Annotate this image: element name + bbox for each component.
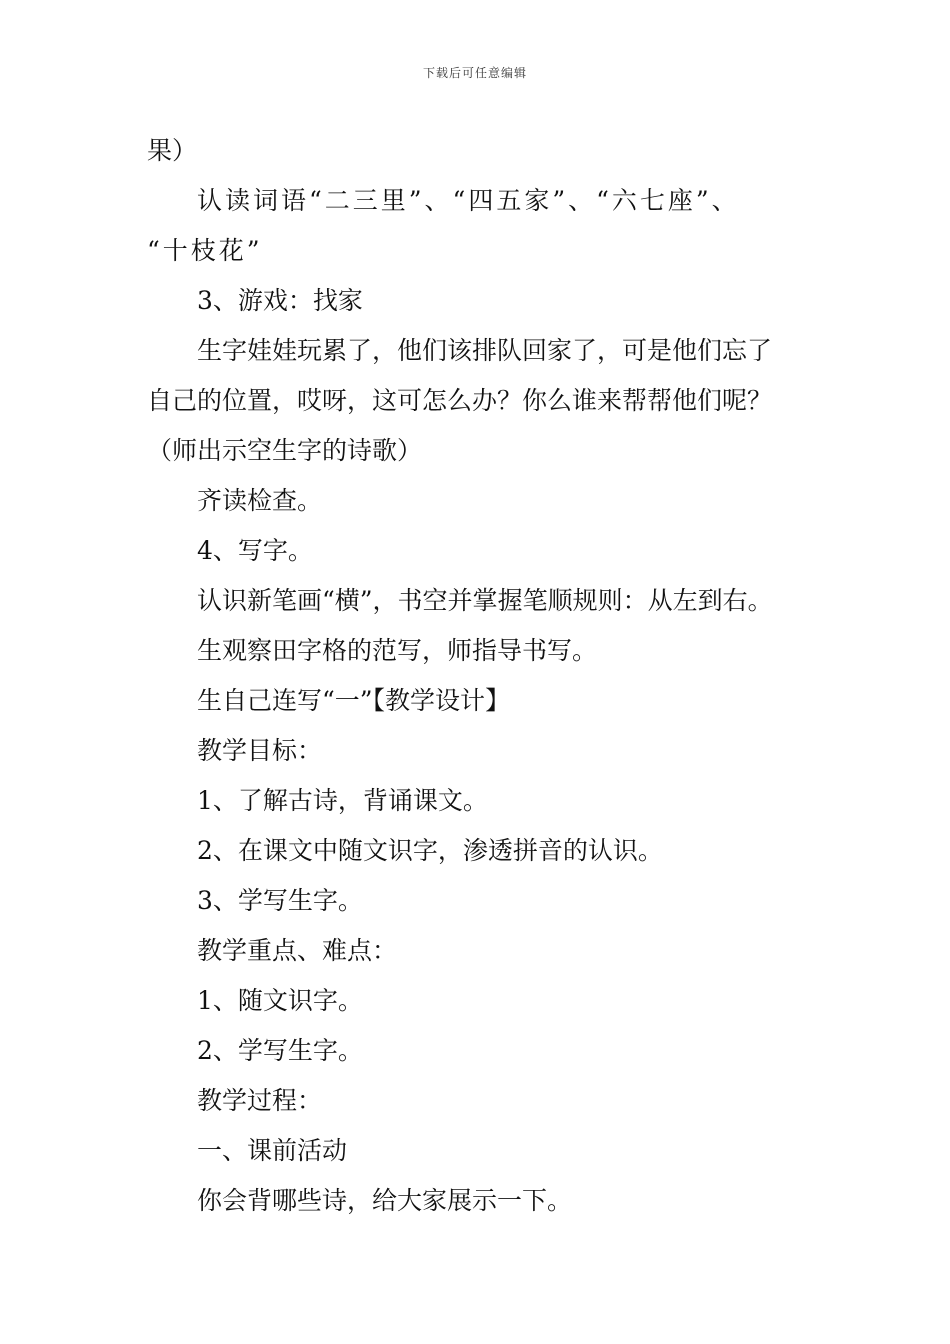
document-body [147,126,817,1226]
text-line: 3、游戏：找家 [197,286,363,315]
section-heading: 教学重点、难点： [197,936,398,965]
text-line: 齐读检查。 [197,486,323,515]
text-line: 生自己连写“一”【教学设计】 [197,686,511,715]
page-header: 下载后可任意编辑 [422,66,527,80]
text-line: 4、写字。 [197,536,313,565]
text-line: （师出示空生字的诗歌） [147,436,423,465]
list-item: 1、了解古诗，背诵课文。 [197,786,488,815]
list-item: 1、随文识字。 [197,986,363,1015]
list-item: 2、在课文中随文识字，渗透拼音的认识。 [197,836,663,865]
text-line: “十枝花” [147,236,263,265]
text-line: 认读词语“二三里”、“四五家”、“六七座”、 [197,186,740,215]
section-heading: 一、课前活动 [197,1136,348,1165]
text-line: 认识新笔画“横”，书空并掌握笔顺规则：从左到右。 [197,586,773,615]
text-line: 自己的位置，哎呀，这可怎么办？你么谁来帮帮他们呢？ [147,386,773,415]
list-item: 2、学写生字。 [197,1036,363,1065]
text-line: 你会背哪些诗，给大家展示一下。 [197,1186,573,1215]
section-heading: 教学过程： [197,1086,323,1115]
text-line: 生观察田字格的范写，师指导书写。 [197,636,598,665]
section-heading: 教学目标： [197,736,323,765]
list-item: 3、学写生字。 [197,886,363,915]
text-line: 生字娃娃玩累了，他们该排队回家了，可是他们忘了 [197,336,773,365]
text-line: 果） [147,136,198,165]
